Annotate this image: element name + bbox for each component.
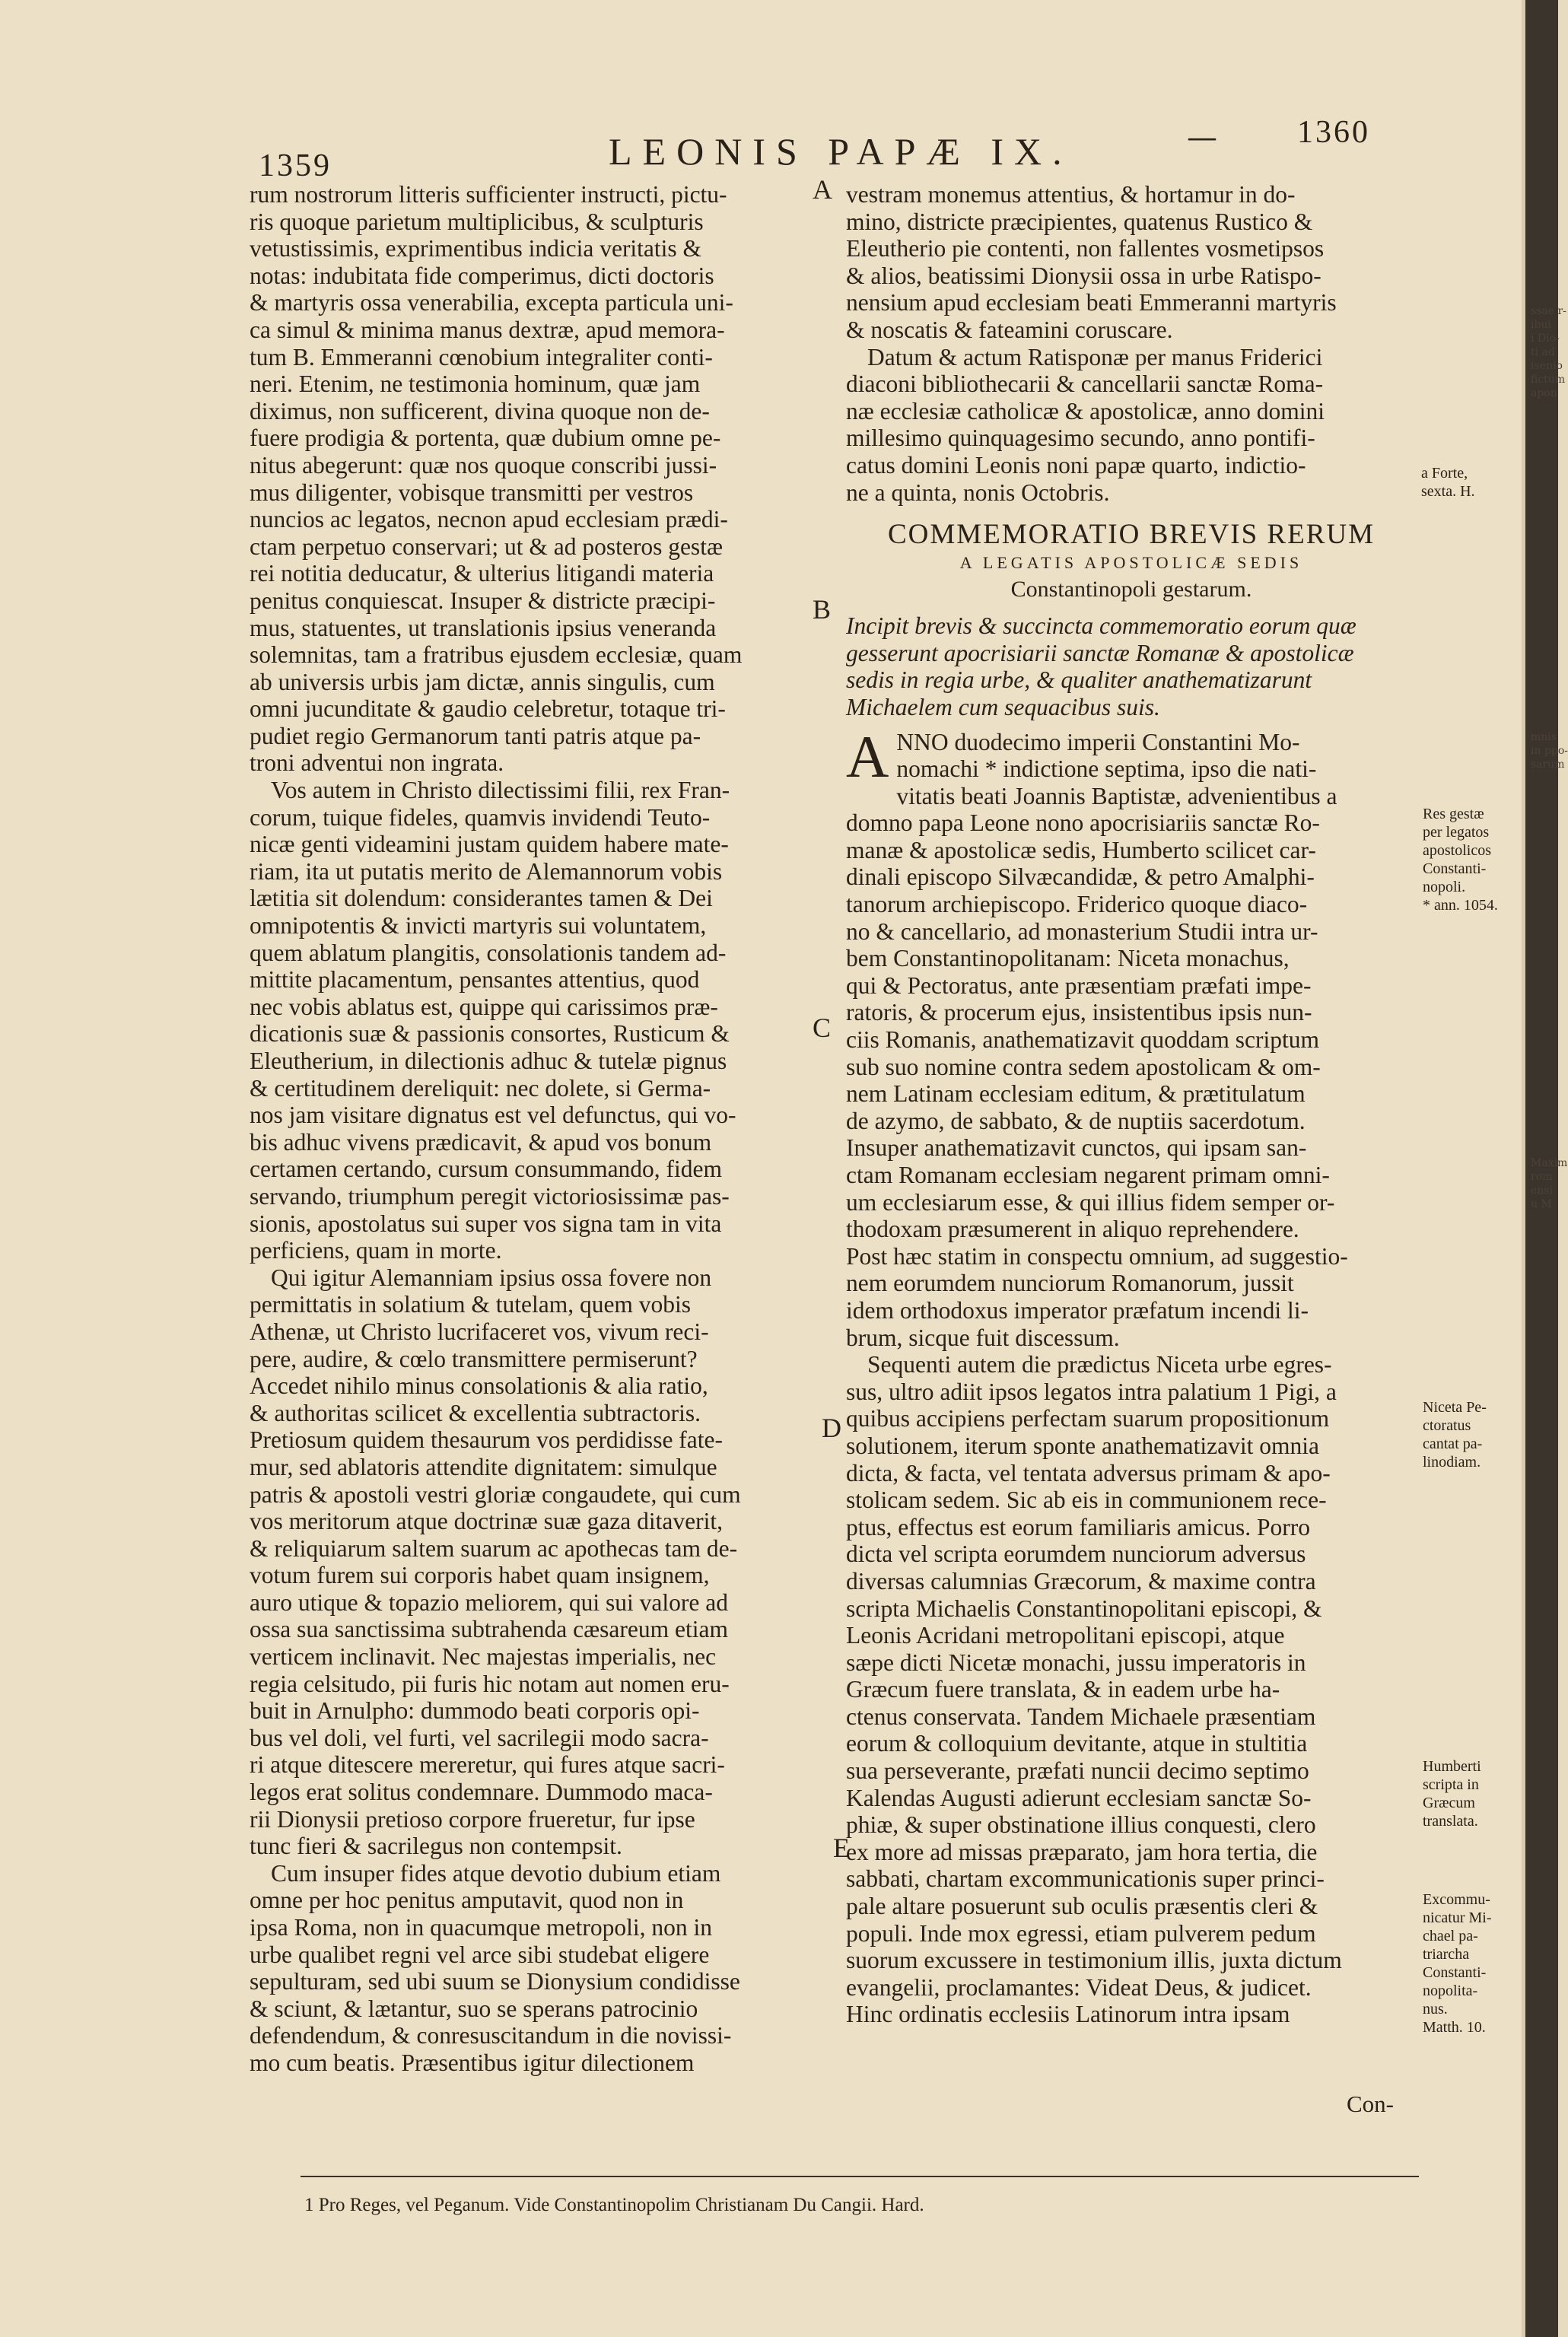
text-line: sexta. H. — [1421, 483, 1475, 500]
text-line: Accedet nihilo minus consolationis & alia ratio, — [250, 1372, 708, 1400]
text-line: millesimo quinquagesimo secundo, anno pontifi- — [846, 424, 1315, 452]
text-line: gesserunt apocrisiarii sanctæ Romanæ & apostolicæ — [846, 639, 1354, 666]
text-line: cantat pa- — [1423, 1436, 1483, 1452]
text-line: scripta Michaelis Constantinopolitani episcopi, & — [846, 1595, 1322, 1622]
text-line: certamen certando, cursum consummando, fidem — [250, 1156, 723, 1183]
text-line: ctoratus — [1423, 1417, 1471, 1434]
page-header — [0, 114, 1525, 183]
text-line: translata. — [1423, 1813, 1478, 1830]
text-line: in ppo- — [1531, 745, 1568, 757]
text-line: & martyris ossa venerabilia, excepta particula uni- — [250, 289, 733, 316]
text-line: urbe qualibet regni vel arce sibi studebat eligere — [250, 1941, 710, 1968]
text-line: Constanti- — [1423, 1964, 1487, 1981]
text-line: vestram monemus attentius, & hortamur in do- — [846, 181, 1296, 208]
text-line: Græcum — [1423, 1795, 1475, 1811]
text-line: idem orthodoxus imperator præfatum incendi li- — [846, 1296, 1309, 1324]
text-line: Sequenti autem die prædictus Niceta urbe egres- — [867, 1351, 1332, 1378]
text-line: ab universis urbis jam dictæ, annis singulis, cum — [250, 668, 715, 695]
text-line: Post hæc statim in conspectu omnium, ad suggestio- — [846, 1242, 1348, 1270]
margin-note-excommunicatur — [1423, 1890, 1492, 2037]
text-line: isenio — [1531, 360, 1563, 372]
text-line: Michaelem cum sequacibus suis. — [846, 693, 1160, 720]
text-line: & sciunt, & lætantur, suo se sperans patrocinio — [250, 1995, 698, 2022]
text-line: nuncios ac legatos, necnon apud ecclesiam prædi- — [250, 506, 728, 533]
margin-note-humberti — [1423, 1757, 1481, 1830]
text-line: tunc fieri & sacrilegus non contempsit. — [250, 1833, 622, 1860]
margin-note-niceta — [1423, 1398, 1487, 1471]
text-line: Kalendas Augusti adierunt ecclesiam sanctæ So- — [846, 1784, 1312, 1811]
text-line: Insuper anathematizavit cunctos, qui ipsam san- — [846, 1134, 1307, 1162]
text-line: auro utique & topazio meliorem, qui sui valore ad — [250, 1588, 728, 1616]
text-line: Excommu- — [1423, 1891, 1490, 1908]
text-line: Maxim — [1531, 1157, 1568, 1169]
text-line: Datum & actum Ratisponæ per manus Friderici — [867, 343, 1323, 370]
text-line: catus domini Leonis noni papæ quarto, indictio- — [846, 451, 1306, 479]
text-line: solutionem, iterum sponte anathematizavit omnia — [846, 1432, 1319, 1459]
text-line: chael pa- — [1423, 1928, 1478, 1944]
letter-conclusion — [846, 181, 1417, 506]
text-line: Vos autem in Christo dilectissimi filii, rex Fran- — [271, 777, 730, 804]
text-line: buit in Arnulpho: dummodo beati corporis opi- — [250, 1697, 700, 1725]
text-line: notas: indubitata fide comperimus, dicti doctoris — [250, 262, 714, 289]
text-line: nopolita- — [1423, 1982, 1478, 1999]
text-line: apostolicos — [1423, 842, 1491, 859]
text-line: evangelii, proclamantes: Videat Deus, & judicet. — [846, 1973, 1312, 2001]
text-line: Niceta Pe- — [1423, 1399, 1487, 1416]
text-line: omne per hoc penitus amputavit, quod non in — [250, 1887, 684, 1914]
text-line: i Dio- — [1531, 332, 1560, 345]
text-line: omni jucunditate & gaudio celebretur, totaque tri- — [250, 695, 726, 723]
text-line: vos meritorum atque doctrinæ suæ gaza ditaverit, — [250, 1508, 723, 1535]
text-line: manæ & apostolicæ sedis, Humberto scilicet car- — [846, 836, 1316, 863]
text-line: nem Latinam ecclesiam editum, & prætitulatum — [846, 1080, 1306, 1108]
text-line: bem Constantinopolitanam: Niceta monachus, — [846, 945, 1290, 972]
text-line: nus. — [1423, 2001, 1448, 2017]
text-line: tanorum archiepiscopo. Friderico quoque diaco- — [846, 891, 1308, 918]
text-line: rom — [1531, 1171, 1553, 1183]
text-line: neri. Etenim, ne testimonia hominum, quæ jam — [250, 370, 701, 398]
text-line: riam, ita ut putatis merito de Alemannorum vobis — [250, 857, 723, 885]
text-line: de azymo, de sabbato, & de nuptiis sacerdotum. — [846, 1107, 1306, 1134]
section-subheading: A LEGATIS APOSTOLICÆ SEDIS — [959, 553, 1303, 573]
text-line: rei notitia deducatur, & ulterius litigandi materia — [250, 560, 714, 587]
text-line: & authoritas scilicet & excellentia subtractoris. — [250, 1399, 701, 1426]
text-line: phiæ, & super obstinatione illius conquesti, clero — [846, 1811, 1316, 1839]
text-line: nicatur Mi- — [1423, 1909, 1492, 1926]
section-letter-a: A — [813, 174, 832, 205]
text-line: ratoris, & procerum ejus, insistentibus ipsis nun- — [846, 999, 1312, 1026]
text-line: mittite placamentum, pensantes attentius, quod — [250, 966, 700, 994]
text-line: solemnitas, tam a fratribus ejusdem ecclesiæ, quam — [250, 641, 743, 669]
gutter-fragment — [1531, 1156, 1568, 1211]
text-line: Pretiosum quidem thesaurum vos perdidisse fate- — [250, 1426, 724, 1454]
footnote-rule — [301, 2176, 1419, 2177]
text-line: nopoli. — [1423, 879, 1466, 895]
text-line: votum furem sui corporis habet quam insignem, — [250, 1562, 710, 1589]
section-letter-d: D — [822, 1413, 841, 1443]
section-subheading-place: Constantinopoli gestarum. — [1010, 577, 1252, 603]
text-line: rii Dionysii pretioso corpore frueretur, fur ipse — [250, 1805, 695, 1833]
text-line: ex more ad missas præparato, jam hora tertia, die — [846, 1838, 1318, 1865]
text-line: troni adventui non ingrata. — [250, 749, 504, 777]
text-line: perficiens, quam in morte. — [250, 1237, 502, 1264]
text-line: ensi — [1531, 1184, 1553, 1197]
text-line: u M — [1531, 1198, 1552, 1210]
text-line: ca simul & minima manus dextræ, apud memora- — [250, 316, 725, 343]
text-line: ctenus conservata. Tandem Michaele præsentiam — [846, 1703, 1316, 1730]
text-line: bus vel doli, vel furti, vel sacrilegii modo sacra- — [250, 1724, 709, 1751]
text-line: ipsa Roma, non in quacumque metropoli, non in — [250, 1914, 713, 1941]
text-line: mino, districte præcipientes, quatenus Rustico & — [846, 208, 1313, 235]
text-line: domno papa Leone nono apocrisiariis sanctæ Ro- — [846, 809, 1320, 837]
text-line: pere, audire, & cœlo transmittere permiserunt? — [250, 1345, 698, 1372]
text-line: suorum excussere in testimonium illis, juxta dictum — [846, 1947, 1342, 1974]
text-line: mnis — [1531, 731, 1557, 743]
text-line: dicta vel scripta eorumdem nunciorum adversus — [846, 1541, 1306, 1568]
text-line: eorum & colloquium devitante, atque in stultitia — [846, 1730, 1308, 1757]
text-line: pale altare posuerunt sub oculis præsentis cleri & — [846, 1893, 1318, 1920]
running-title: LEONIS PAPÆ IX. — [609, 130, 1073, 173]
text-line: ibui — [1531, 319, 1551, 331]
text-line: næ ecclesiæ catholicæ & apostolicæ, anno domini — [846, 397, 1325, 424]
text-line: sedis in regia urbe, & qualiter anathematizarunt — [846, 666, 1312, 694]
text-line: qui & Pectoratus, ante præsentiam præfati impe- — [846, 971, 1312, 999]
text-line: triarcha — [1423, 1946, 1470, 1963]
section-heading: COMMEMORATIO BREVIS RERUM — [887, 519, 1375, 551]
text-line: sionis, apostolatus sui super vos signa tam in vita — [250, 1210, 722, 1237]
gutter-fragment — [1531, 304, 1566, 400]
text-line: vitatis beati Joannis Baptistæ, advenientibus a — [896, 782, 1337, 809]
narrative-body — [846, 783, 1417, 2028]
text-line: brum, sicque fuit discessum. — [846, 1324, 1120, 1351]
text-line: permittatis in solatium & tutelam, quem vobis — [250, 1291, 692, 1318]
text-line: verticem inclinavit. Nec majestas imperialis, nec — [250, 1643, 717, 1671]
text-line: bis adhuc vivens prædicavit, & apud vos bonum — [250, 1128, 712, 1156]
text-line: ssae r- — [1531, 305, 1566, 317]
text-line: regia celsitudo, pii furis hic notam aut nomen eru- — [250, 1670, 730, 1697]
text-line: defendendum, & conresuscitandum in die novissi- — [250, 2022, 732, 2049]
left-column — [250, 181, 813, 2077]
text-line: scripta in — [1423, 1776, 1479, 1793]
incipit — [846, 612, 1417, 720]
text-line: ne a quinta, nonis Octobris. — [846, 479, 1110, 506]
text-line: sus, ultro adiit ipsos legatos intra palatium 1 Pigi, a — [846, 1378, 1337, 1405]
text-line: Constanti- — [1423, 860, 1487, 877]
text-line: ctam Romanam ecclesiam negarent primam omni- — [846, 1162, 1330, 1188]
text-line: diaconi bibliothecarii & cancellarii sanctæ Roma- — [846, 370, 1324, 398]
text-line: fictum — [1531, 374, 1566, 386]
text-line: legos erat solitus condemnare. Dummodo maca- — [250, 1779, 713, 1806]
text-line: tum B. Emmeranni cœnobium integraliter conti- — [250, 343, 713, 370]
text-line: Leonis Acridani metropolitani episcopi, atque — [846, 1622, 1285, 1649]
text-line: vetustissimis, exprimentibus indicia veritatis & — [250, 235, 702, 262]
section-letter-b: B — [813, 594, 832, 625]
text-line: nec vobis ablatus est, quippe qui carissimos præ- — [250, 993, 718, 1020]
text-line: ris quoque parietum multiplicibus, & sculpturis — [250, 208, 704, 235]
text-line: rum nostrorum litteris sufficienter instructi, pictu- — [250, 181, 727, 208]
text-line: nos jam visitare dignatus est vel defunctus, qui vo- — [250, 1102, 736, 1129]
text-line: nem eorumdem nunciorum Romanorum, jussit — [846, 1270, 1294, 1297]
text-line: & alios, beatissimi Dionysii ossa in urbe Ratispo- — [846, 262, 1322, 289]
text-line: Hinc ordinatis ecclesiis Latinorum intra ipsam — [846, 2001, 1290, 2028]
text-line: Incipit brevis & succincta commemoratio eorum quæ — [846, 612, 1356, 640]
text-line: sua perseverante, præfati nuncii decimo septimo — [846, 1757, 1309, 1785]
text-line: * ann. 1054. — [1423, 897, 1498, 914]
text-line: Eleutherio pie contenti, non fallentes vosmetipsos — [846, 235, 1325, 262]
text-line: diversas calumnias Græcorum, & maxime contra — [846, 1567, 1316, 1595]
text-line: ossa sua sanctissima subtrahenda cæsareum etiam — [250, 1616, 728, 1643]
text-line: ciis Romanis, anathematizavit quoddam scriptum — [846, 1026, 1319, 1054]
text-line: mus diligenter, vobisque transmitti per vestros — [250, 479, 694, 506]
text-line: lætitia sit dolendum: considerantes tamen & Dei — [250, 885, 713, 912]
text-line: pudiet regio Germanorum tanti patris atque pa- — [250, 722, 701, 749]
text-line: Res gestæ — [1423, 806, 1484, 822]
text-line: & certitudinem dereliquit: nec dolete, si Germa- — [250, 1074, 711, 1102]
text-line: linodiam. — [1423, 1454, 1481, 1471]
catchword: Con- — [1347, 2091, 1394, 2117]
text-line: ri atque ditescere mereretur, qui fures atque sacri- — [250, 1751, 725, 1779]
text-line: sabbati, chartam excommunicationis super princi- — [846, 1865, 1325, 1893]
text-line: Græcum fuere translata, & in eadem urbe ha- — [846, 1676, 1280, 1703]
footnote: 1 Pro Reges, vel Peganum. Vide Constantinopolim Christianam Du Cangii. Hard. — [304, 2195, 924, 2215]
text-line: diximus, non sufficerent, divina quoque non de- — [250, 397, 710, 424]
text-line: patris & apostoli vestri gloriæ congaudete, qui cum — [250, 1480, 741, 1508]
right-page-number: 1360 — [1297, 115, 1370, 150]
margin-note-res-gestae — [1423, 805, 1498, 914]
text-line: NNO duodecimo imperii Constantini Mo- — [896, 728, 1300, 755]
text-line: no & cancellario, ad monasterium Studii intra ur- — [846, 917, 1318, 945]
text-line: ti ad — [1531, 346, 1555, 358]
right-column — [846, 181, 1417, 2028]
text-line: Eleutherium, in dilectionis adhuc & tutelæ pignus — [250, 1048, 727, 1074]
text-line: quibus accipiens perfectam suarum propositionum — [846, 1405, 1330, 1432]
text-line: & reliquiarum saltem suarum ac apothecas tam de- — [250, 1534, 738, 1562]
text-line: dicationis suæ & passionis consortes, Rusticum & — [250, 1020, 730, 1048]
text-line: corum, tuique fideles, quamvis invidendi Teuto- — [250, 803, 711, 831]
text-line: mur, sed ablatoris attendite dignitatem: simulque — [250, 1453, 717, 1480]
text-line: dinali episcopo Silvæcandidæ, & petro Amalphi- — [846, 863, 1315, 891]
text-line: Cum insuper fides atque devotio dubium etiam — [271, 1859, 721, 1887]
text-line: sepulturam, sed ubi suum se Dionysium condidisse — [250, 1968, 740, 1995]
text-line: per legatos — [1423, 824, 1490, 841]
text-line: a Forte, — [1421, 465, 1468, 482]
text-line: stolicam sedem. Sic ab eis in communionem rece- — [846, 1486, 1327, 1514]
text-line: mo cum beatis. Præsentibus igitur dilectionem — [250, 2049, 695, 2076]
left-page-number: 1359 — [259, 148, 332, 183]
text-line: Humberti — [1423, 1758, 1481, 1775]
text-line: thodoxam præsumerent in aliquo reprehendere. — [846, 1216, 1299, 1243]
drop-cap: A — [846, 723, 889, 790]
text-line: quem ablatum plangitis, consolationis tandem ad- — [250, 939, 727, 966]
text-line: populi. Inde mox egressi, etiam pulverem pedum — [846, 1919, 1316, 1947]
text-line: ptus, effectus est eorum familiaris amicus. Porro — [846, 1513, 1311, 1541]
text-line: nicæ genti videamini justam quidem habere mate- — [250, 831, 729, 858]
text-line: Athenæ, ut Christo lucrifaceret vos, vivum reci- — [250, 1318, 709, 1345]
section-letter-c: C — [813, 1013, 832, 1043]
margin-note-forte — [1421, 464, 1475, 501]
text-line: sarum — [1531, 758, 1565, 771]
text-line: sub suo nomine contra sedem apostolicam & om- — [846, 1053, 1321, 1080]
section-letter-e: E — [833, 1833, 850, 1863]
text-line: mus, statuentes, ut translationis ipsius veneranda — [250, 614, 717, 641]
text-line: nitus abegerunt: quæ nos quoque conscribi jussi- — [250, 451, 717, 479]
text-line: Qui igitur Alemanniam ipsius ossa fovere non — [271, 1264, 712, 1291]
header-dash: — — [1187, 120, 1217, 155]
text-line: apon — [1531, 387, 1557, 399]
text-line: & noscatis & fateamini coruscare. — [846, 316, 1173, 343]
text-line: fuere prodigia & portenta, quæ dubium omne pe- — [250, 424, 721, 452]
text-line: um ecclesiarum esse, & qui illius fidem semper or- — [846, 1188, 1335, 1216]
text-line: nensium apud ecclesiam beati Emmeranni martyris — [846, 289, 1337, 316]
narrative — [846, 723, 1417, 2029]
text-line: nomachi * indictione septima, ipso die nati- — [896, 755, 1317, 783]
text-line: ctam perpetuo conservari; ut & ad posteros gestæ — [250, 533, 723, 560]
text-line: penitus conquiescat. Insuper & districte præcipi- — [250, 587, 716, 614]
gutter-fragment — [1531, 730, 1568, 771]
text-line: sæpe dicti Nicetæ monachi, jussu imperatoris in — [846, 1649, 1306, 1676]
text-line: servando, triumphum peregit victoriosissimæ pas- — [250, 1182, 730, 1210]
text-line: dicta, & facta, vel tentata adversus primam & apo- — [846, 1459, 1331, 1486]
text-line: omnipotentis & invicti martyris sui voluntatem, — [250, 912, 707, 940]
text-line: Matth. 10. — [1423, 2019, 1486, 2036]
